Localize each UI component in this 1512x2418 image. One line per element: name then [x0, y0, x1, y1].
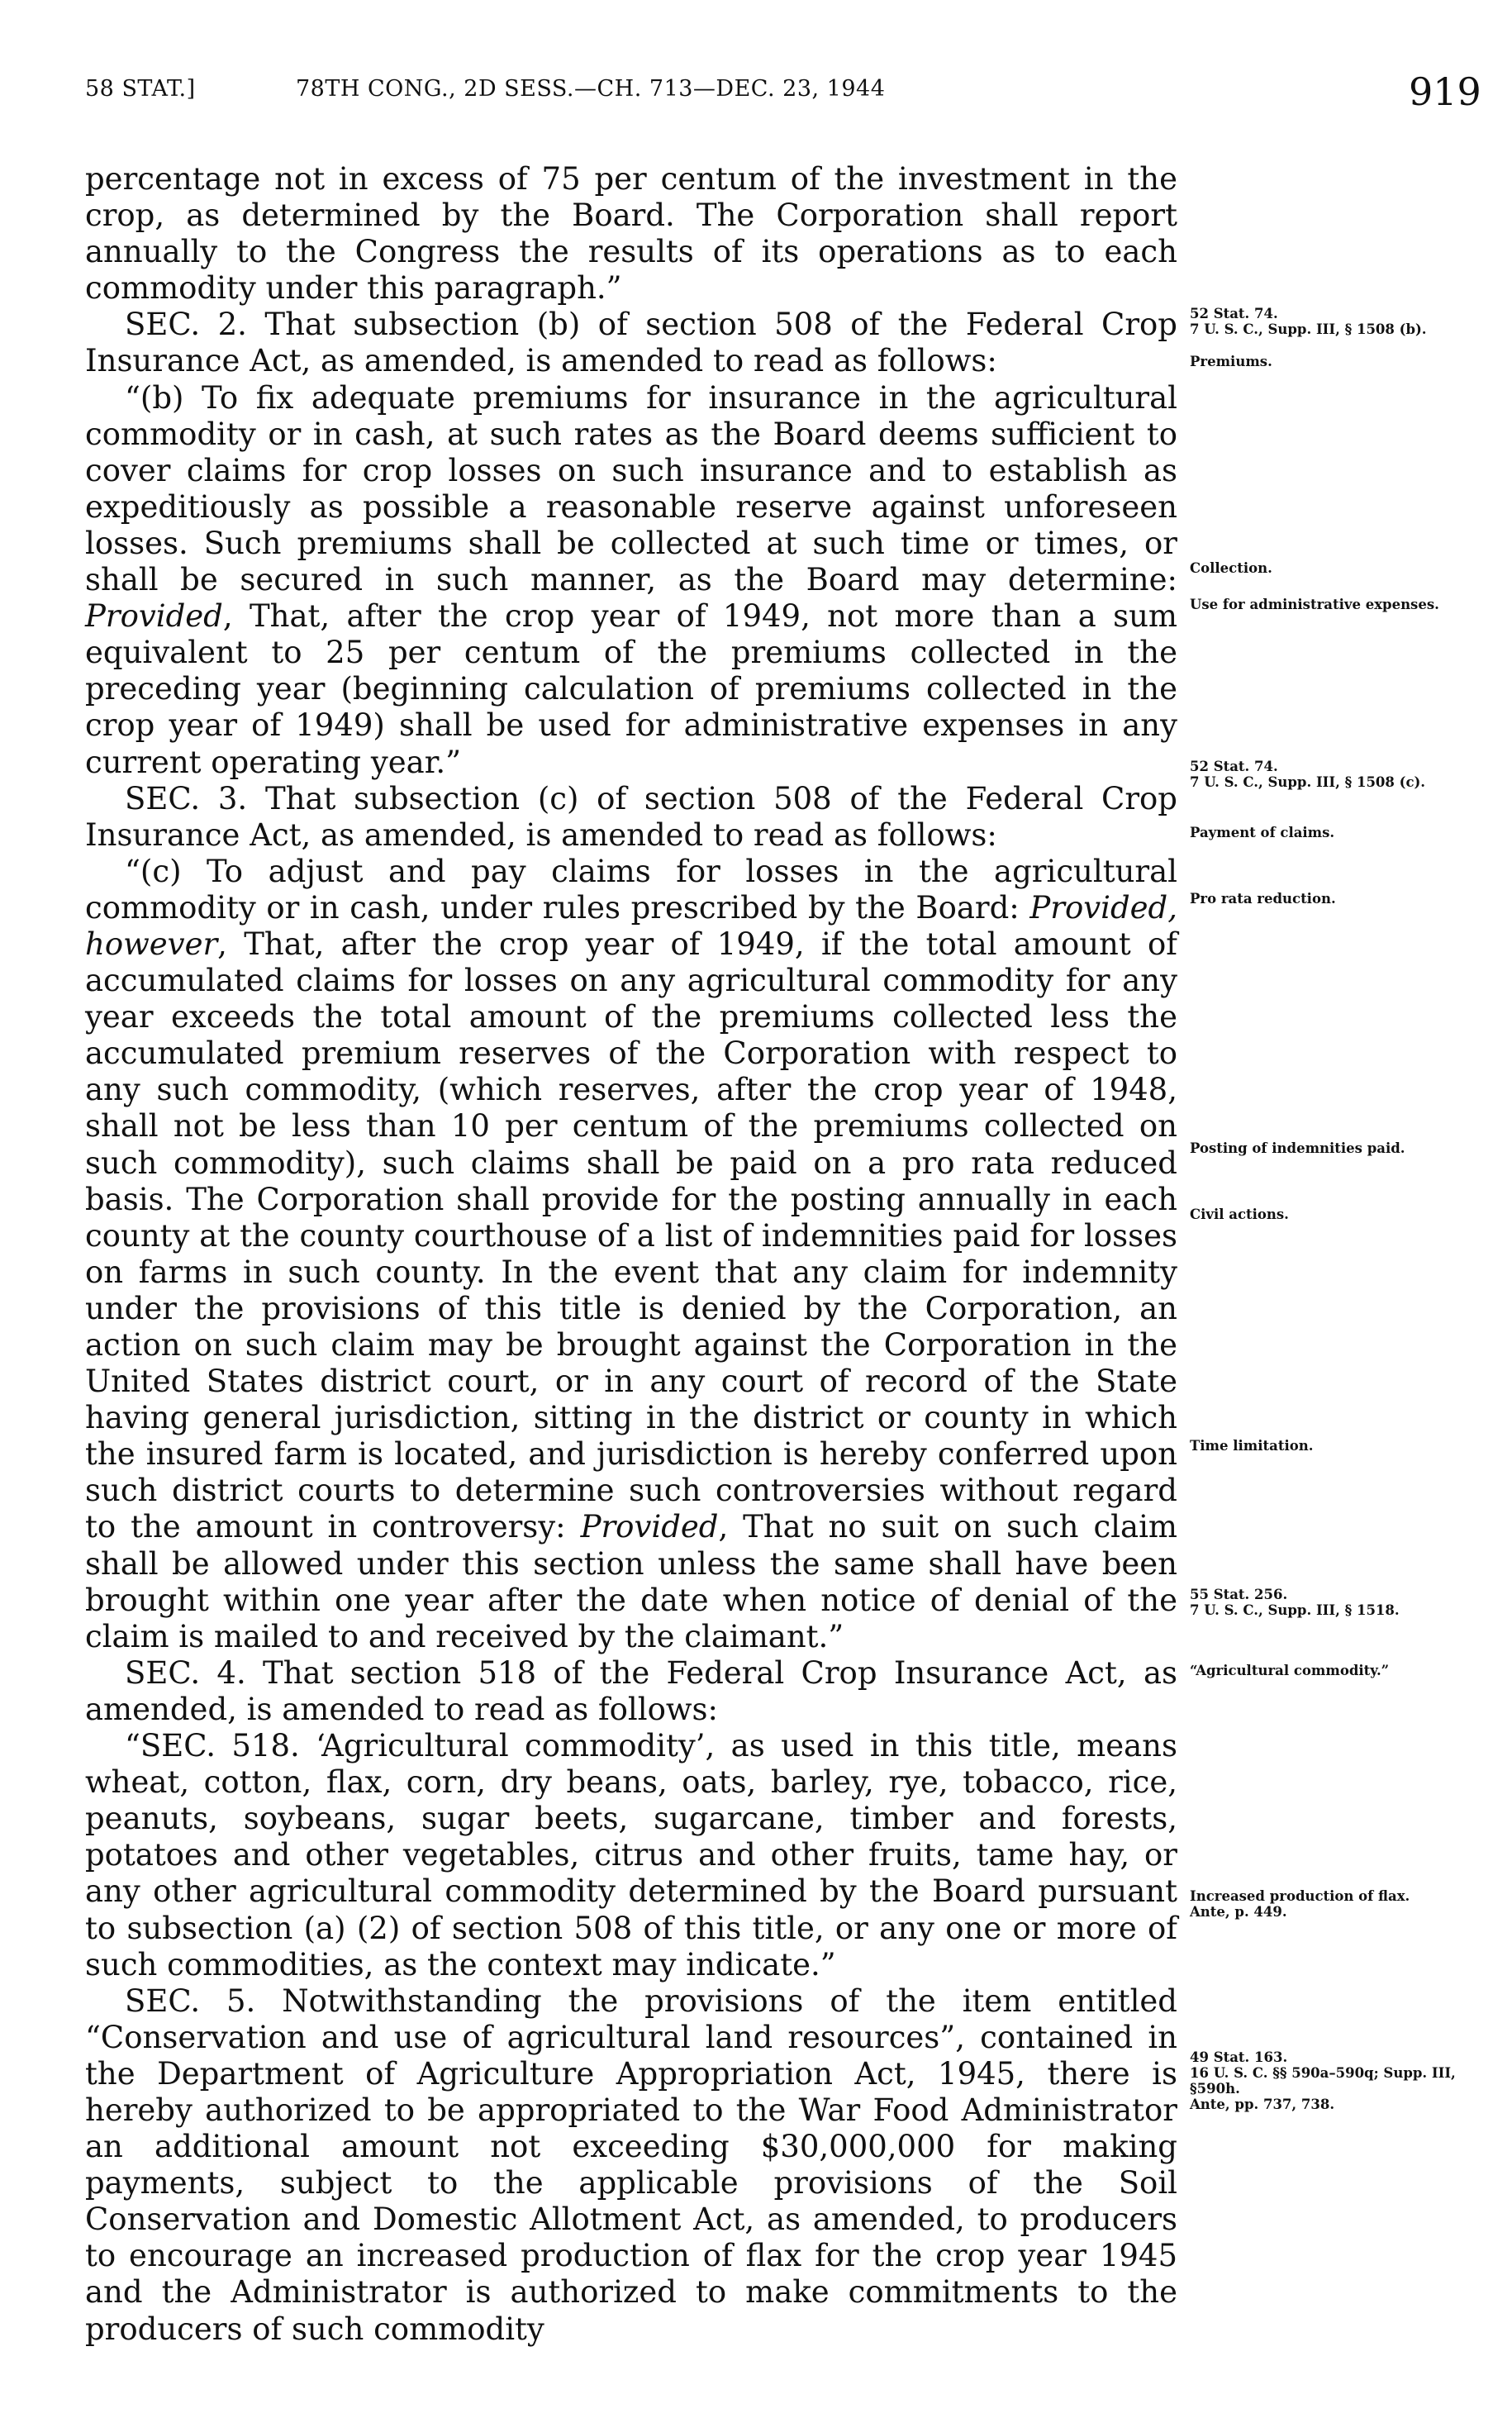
margin-note-citation: 52 Stat. 74. 7 U. S. C., Supp. III, § 1508 (b). [1190, 306, 1427, 337]
session-chapter-date: 78TH CONG., 2D SESS.—CH. 713—DEC. 23, 1944 [296, 76, 886, 102]
margin-note-citation: 55 Stat. 256. 7 U. S. C., Supp. III, § 1518. [1190, 1587, 1400, 1618]
text-run: , That, after the crop year of 1949, not more than a sum equivalent to 25 per centum of the premiums collected in the preceding year (beginning calculation of premiums collected in the crop year of 1949) shall be used for administrative expenses in any current operating year.” [85, 598, 1177, 780]
margin-note-collection: Collection. [1190, 560, 1272, 576]
margin-note-premiums: Premiums. [1190, 354, 1272, 369]
margin-note-pro-rata: Pro rata reduction. [1190, 891, 1336, 907]
proviso-word: Provided [580, 1509, 719, 1545]
margin-note-civil-actions: Civil actions. [1190, 1207, 1289, 1222]
main-text [85, 161, 1177, 2348]
margin-note-time-limitation: Time limitation. [1190, 1438, 1314, 1454]
proviso-word: Provided [85, 598, 223, 635]
text-run: “(b) To fix adequate premiums for insurance in the agricultural commodity or in cash, at such rates as the Board deems sufficient to cover claims for crop losses on such insurance and to establish as expeditiously as possible a reasonable reserve against unforeseen losses. Such premiums shall be collected at such time or times, or shall be secured in such manner, as the Board may determine: [85, 379, 1177, 598]
text-run: , That, after the crop year of 1949, if the total amount of accumulated claims for losses on any agricultural commodity for any year exceeds the total amount of the premiums collected less the accumulated premium reserves of the Corporation with respect to any such commodity, (which reserves, after the crop year of 1948, shall not be less than 10 per centum of the premiums collected on such commodity), such claims shall be paid on a pro rata reduced basis. The Corporation shall provide for the posting annually in each county at the county courthouse of a list of indemnities paid for losses on farms in such county. In the event that any claim for indemnity under the provisions of this title is denied by the Corporation, an action on such claim may be brought against the Corporation in the United States district court, or in any court of record of the State having general jurisdiction, sitting in the district or county in which the insured farm is located, and jurisdiction is hereby conferred upon such district courts to determine such controversies without regard to the amount in controversy: [85, 926, 1177, 1545]
proviso-word: Provided, however [85, 889, 1177, 962]
page-number: 919 [1409, 69, 1481, 114]
section-518-definition: “SEC. 518. ‘Agricultural commodity’, as used in this title, means wheat, cotton, flax, corn, dry beans, oats, barley, rye, tobacco, rice, peanuts, soybeans, sugar beets, sugarcane, timber and forests, potatoes and other vegetables, citrus and other fruits, tame hay, or any other agricultural commodity determined by the Board pursuant to subsection (a) (2) of section 508 of this title, or any one or more of such commodities, as the context may indicate.” [85, 1728, 1177, 1982]
paragraph-continuation: percentage not in excess of 75 per centum of the investment in the crop, as determined by the Board. The Corporation shall report annually to the Congress the results of its operations as to each commodity under this paragraph.” [85, 161, 1177, 307]
running-header [0, 69, 1512, 126]
margin-note-payment-of-claims: Payment of claims. [1190, 825, 1335, 840]
section-2-subsection-b [85, 380, 1177, 781]
margin-note-flax-production: Increased production of flax. Ante, p. 449. [1190, 1888, 1410, 1920]
margin-note-citation: 52 Stat. 74. 7 U. S. C., Supp. III, § 1508 (c). [1190, 759, 1426, 790]
section-3-intro: SEC. 3. That subsection (c) of section 508 of the Federal Crop Insurance Act, as amended, is amended to read as follows: [85, 780, 1177, 853]
text-run: , That no suit on such claim shall be allowed under this section unless the same shall have been brought within one year after the date when notice of denial of the claim is mailed to and received by the claimant.” [85, 1509, 1177, 1654]
statute-volume: 58 STAT.] [85, 76, 196, 102]
margin-note-agricultural-commodity: “Agricultural commodity.” [1190, 1663, 1390, 1678]
margin-note-posting: Posting of indemnities paid. [1190, 1140, 1405, 1156]
text-run: “(c) To adjust and pay claims for losses in the agricultural commodity or in cash, under rules prescribed by the Board: [85, 853, 1177, 926]
section-4-intro: SEC. 4. That section 518 of the Federal Crop Insurance Act, as amended, is amended to read as follows: [85, 1654, 1177, 1727]
margin-note-citation: 49 Stat. 163. 16 U. S. C. §§ 590a–590q; Supp. III, §590h. Ante, pp. 737, 738. [1190, 2049, 1456, 2112]
section-2-intro: SEC. 2. That subsection (b) of section 508 of the Federal Crop Insurance Act, as amended, is amended to read as follows: [85, 307, 1177, 379]
margin-note-administrative-expenses: Use for administrative expenses. [1190, 597, 1439, 612]
section-3-subsection-c [85, 854, 1177, 1655]
section-5-flax: SEC. 5. Notwithstanding the provisions of the item entitled “Conservation and use of agricultural land resources”, contained in the Department of Agriculture Appropriation Act, 1945, there is hereby authorized to be appropriated to the War Food Administrator an additional amount not exceeding $30,000,000 for making payments, subject to the applicable provisions of the Soil Conservation and Domestic Allotment Act, as amended, to producers to encourage an increased production of flax for the crop year 1945 and the Administrator is authorized to make commitments to the producers of such commodity [85, 1982, 1177, 2347]
